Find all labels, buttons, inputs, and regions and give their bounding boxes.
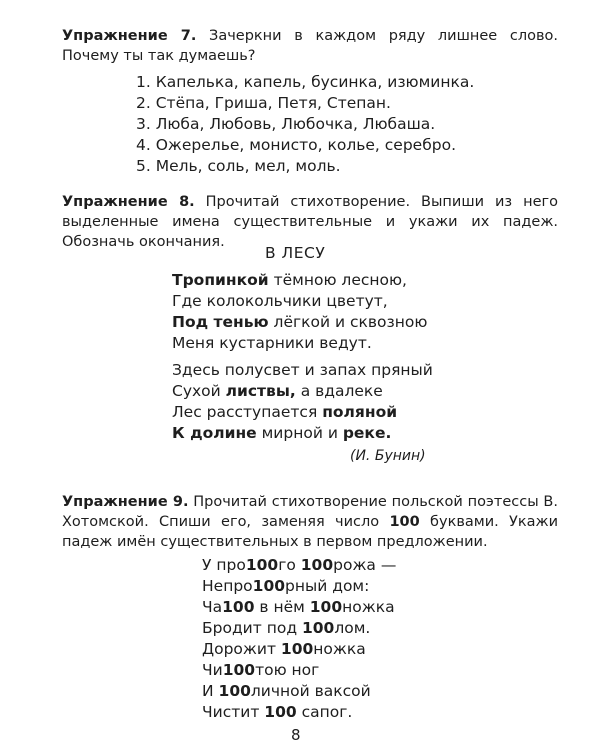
highlighted-word: 100 (222, 661, 256, 679)
poem-line (172, 291, 427, 312)
exercise-7-list (136, 72, 474, 177)
poem-line (202, 618, 396, 639)
poem-author: (И. Бунин) (350, 448, 426, 464)
page-number: 8 (291, 726, 301, 744)
highlighted-word: Тропинкой (172, 271, 269, 289)
exercise-8-text: Прочитай стихотворение. Выпиши из него выделенные имена существительные и укажи их падеж. Обозначь окончания. (62, 194, 558, 250)
poem-line (172, 402, 433, 423)
highlighted-word: реке. (342, 424, 392, 442)
exercise-9-text-number: 100 (389, 514, 420, 530)
line-text: Бродит под (202, 619, 302, 637)
highlighted-word: 100 (245, 556, 279, 574)
poem-line (202, 702, 396, 723)
line-text: рный дом: (285, 577, 370, 595)
poem-line (202, 555, 396, 576)
exercise-7-task (62, 26, 558, 66)
poem-line (172, 333, 427, 354)
poem-line (202, 576, 396, 597)
line-text: Чистит (202, 703, 265, 721)
highlighted-word: 100 (252, 577, 286, 595)
line-text: Где колокольчики цветут, (172, 292, 388, 310)
exercise-7-label: Упражнение 7. (62, 28, 197, 44)
line-text: У про (202, 556, 246, 574)
poem-stanza-2 (172, 360, 433, 444)
line-text: мирной и (256, 424, 343, 442)
poem-line (172, 270, 427, 291)
poem-line (172, 423, 433, 444)
highlighted-word: 100 (222, 598, 255, 616)
line-text: лёгкой и сквозною (268, 313, 428, 331)
line-text: го (278, 556, 301, 574)
highlighted-word: 100 (264, 703, 297, 721)
poem-line (172, 381, 433, 402)
highlighted-word: поляной (322, 403, 398, 421)
line-text: лом. (334, 619, 371, 637)
exercise-9-label: Упражнение 9. (62, 494, 189, 510)
line-text: рожа — (333, 556, 397, 574)
highlighted-word: Под тенью (172, 313, 269, 331)
line-text: ножка (313, 640, 366, 658)
poem-line (202, 660, 396, 681)
line-text: в нём (254, 598, 310, 616)
highlighted-word: 100 (280, 640, 314, 658)
poem-100 (202, 555, 396, 723)
poem-line (172, 360, 433, 381)
exercise-9-text-a: Прочитай стихотворение польской поэтессы В. Хотомской. Спиши его, заменяя число (62, 494, 558, 530)
list-item: 2. Стёпа, Гриша, Петя, Степан. (136, 94, 391, 112)
line-text: Меня кустарники ведут. (172, 334, 372, 352)
list-item: 5. Мель, соль, мел, моль. (136, 157, 341, 175)
line-text: Лес расступается (172, 403, 323, 421)
line-text: Ча (202, 598, 223, 616)
line-text: тёмною лесною, (268, 271, 407, 289)
list-item: 4. Ожерелье, монисто, колье, серебро. (136, 136, 457, 154)
line-text: И (202, 682, 219, 700)
line-text: Дорожит (202, 640, 281, 658)
poem-line (172, 312, 427, 333)
highlighted-word: 100 (300, 556, 334, 574)
highlighted-word: К долине (172, 424, 257, 442)
list-item: 1. Капелька, капель, бусинка, изюминка. (136, 73, 475, 91)
highlighted-word: 100 (301, 619, 335, 637)
exercise-8-label: Упражнение 8. (62, 194, 195, 210)
line-text: Непро (202, 577, 253, 595)
line-text: а вдалеке (295, 382, 383, 400)
line-text: личной ваксой (250, 682, 371, 700)
highlighted-word: 100 (309, 598, 343, 616)
exercise-7-text: Зачеркни в каждом ряду лишнее слово. Почему ты так думаешь? (62, 28, 558, 64)
line-text: Здесь полусвет и запах пряный (172, 361, 433, 379)
poem-line (202, 681, 396, 702)
line-text: Сухой (172, 382, 226, 400)
poem-title: В ЛЕСУ (265, 244, 326, 262)
highlighted-word: листвы, (225, 382, 296, 400)
highlighted-word: 100 (218, 682, 251, 700)
poem-line (202, 639, 396, 660)
exercise-9-task (62, 492, 558, 552)
poem-stanza-1 (172, 270, 427, 354)
poem-line (202, 597, 396, 618)
line-text: тою ног (255, 661, 320, 679)
line-text: ножка (342, 598, 395, 616)
line-text: сапог. (296, 703, 353, 721)
line-text: Чи (202, 661, 223, 679)
list-item: 3. Люба, Любовь, Любочка, Любаша. (136, 115, 436, 133)
exercise-9-text-b: буквами. Укажи падеж имён существительных в первом предложении. (62, 514, 558, 550)
